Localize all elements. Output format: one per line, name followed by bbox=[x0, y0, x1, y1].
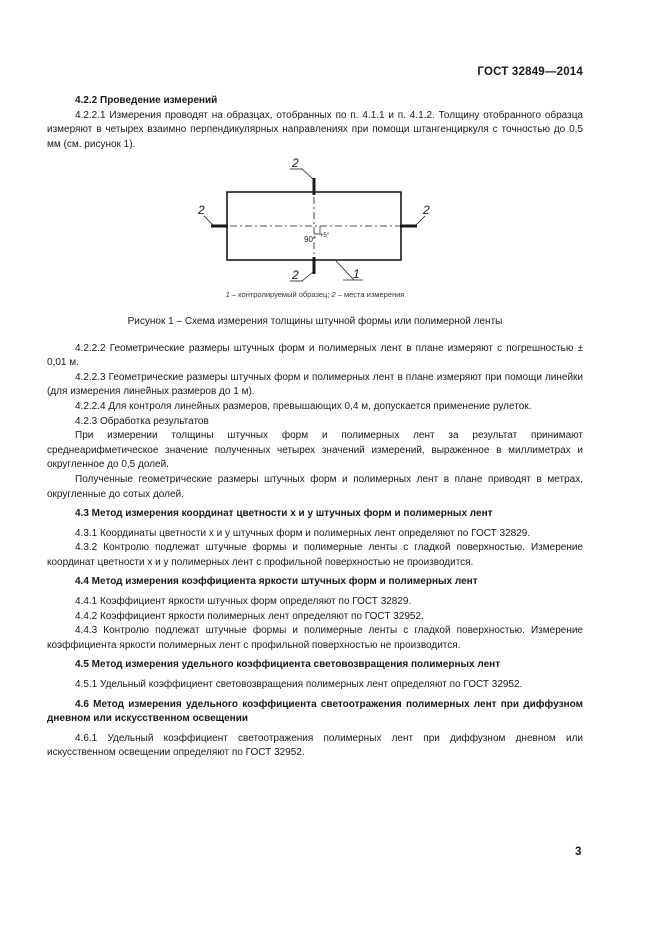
page-number: 3 bbox=[575, 846, 582, 858]
leader-left bbox=[204, 216, 213, 225]
paragraph-4-4-2: 4.4.2 Коэффициент яркости полимерных лент определяют по ГОСТ 32952. bbox=[75, 610, 424, 622]
document-header: ГОСТ 32849—2014 bbox=[477, 66, 583, 78]
section-4-3-title: 4.3 Метод измерения координат цветности x и y штучных форм и полимерных лент bbox=[75, 508, 493, 520]
label-2-left: 2 bbox=[198, 203, 205, 218]
legend-num-2: 2 bbox=[331, 290, 336, 300]
label-2-right: 2 bbox=[423, 203, 430, 218]
paragraph-4-2-3-b: Полученные геометрические размеры штучных форм и полимерных лент в плане приводят в метрах, округленные до сотых долей. bbox=[47, 473, 583, 500]
section-4-2-2-title: 4.2.2 Проведение измерений bbox=[75, 95, 218, 106]
figure-caption: Рисунок 1 – Схема измерения толщины штучной формы или полимерной ленты bbox=[127, 315, 503, 327]
measure-mark-right bbox=[400, 225, 417, 228]
paragraph-4-2-2-1: 4.2.2.1 Измерения проводят на образцах, отобранных по п. 4.1.1 и п. 4.1.2. Толщину отобранного образца измеряют в четырех взаимно перпендикулярных направлениях при помощи штангенциркуля с точностью до 0,5 мм (см. рисунок 1). bbox=[47, 109, 583, 150]
paragraph-4-4-1: 4.4.1 Коэффициент яркости штучных форм определяют по ГОСТ 32829. bbox=[75, 596, 412, 608]
label-2-bottom: 2 bbox=[292, 268, 299, 283]
label-1: 1 bbox=[353, 267, 360, 282]
measure-mark-top bbox=[313, 178, 316, 195]
section-4-6-title: 4.6 Метод измерения удельного коэффициента светоотражения полимерных лент при диффузном дневном или искусственном освещении bbox=[47, 698, 583, 725]
paragraph-4-3-2: 4.3.2 Контролю подлежат штучные формы и полимерные ленты с гладкой поверхностью. Измерение координат цветности x и y полимерных лент с профильной поверхностью не производится. bbox=[47, 542, 583, 568]
figure-1 bbox=[47, 158, 583, 288]
section-4-4-title: 4.4 Метод измерения коэффициента яркости штучных форм и полимерных лент bbox=[75, 576, 478, 588]
figure-1-diagram bbox=[47, 158, 583, 288]
legend-text-2: – места измерения bbox=[335, 290, 405, 300]
angle-label: 90° bbox=[304, 235, 317, 245]
paragraph-4-2-3-a: При измерении толщины штучных форм и полимерных лент за результат принимают среднеарифметическое значение полученных четырех значений измерений, выраженное в миллиметрах и округленное до 0,5 долей. bbox=[47, 430, 583, 471]
leader-top bbox=[302, 169, 313, 179]
paragraph-4-2-2-4: 4.2.2.4 Для контроля линейных размеров, превышающих 0,4 м, допускается применение рулеток. bbox=[75, 400, 532, 412]
angle-tolerance: +5° bbox=[320, 233, 330, 240]
section-4-5-title: 4.5 Метод измерения удельного коэффициента световозвращения полимерных лент bbox=[75, 659, 501, 671]
legend-num-1: 1 bbox=[225, 290, 230, 300]
paragraph-4-2-2-2: 4.2.2.2 Геометрические размеры штучных форм и полимерных лент в плане измеряют с погрешностью ± 0,01 м. bbox=[47, 342, 583, 369]
paragraph-4-3-1: 4.3.1 Координаты цветности x и y штучных форм и полимерных лент определяют по ГОСТ 32829. bbox=[75, 527, 531, 539]
figure-legend bbox=[47, 288, 583, 303]
section-4-2-3-title: 4.2.3 Обработка результатов bbox=[75, 415, 209, 427]
measure-mark-bottom bbox=[313, 257, 316, 274]
paragraph-4-2-2-3: 4.2.2.3 Геометрические размеры штучных форм и полимерных лент в плане измеряют при помощи линейки (для измерения линейных размеров до 1 м). bbox=[47, 371, 583, 398]
leader-bottom bbox=[302, 272, 313, 281]
label-2-top: 2 bbox=[292, 158, 299, 171]
paragraph-4-6-1: 4.6.1 Удельный коэффициент светоотражения полимерных лент при диффузном дневном или искусственном освещении определяют по ГОСТ 32952. bbox=[47, 732, 583, 759]
page-body bbox=[47, 94, 583, 761]
paragraph-4-4-3: 4.4.3 Контролю подлежат штучные формы и полимерные ленты с гладкой поверхностью. Измерение коэффициента яркости полимерных лент с профильной поверхностью не производится. bbox=[47, 625, 583, 651]
paragraph-4-5-1: 4.5.1 Удельный коэффициент световозвращения полимерных лент определяют по ГОСТ 32952. bbox=[75, 679, 523, 691]
legend-text-1: – контролируемый образец; bbox=[229, 290, 332, 300]
leader-right bbox=[416, 216, 425, 225]
measure-mark-left bbox=[211, 225, 228, 228]
leader-specimen bbox=[336, 261, 354, 280]
